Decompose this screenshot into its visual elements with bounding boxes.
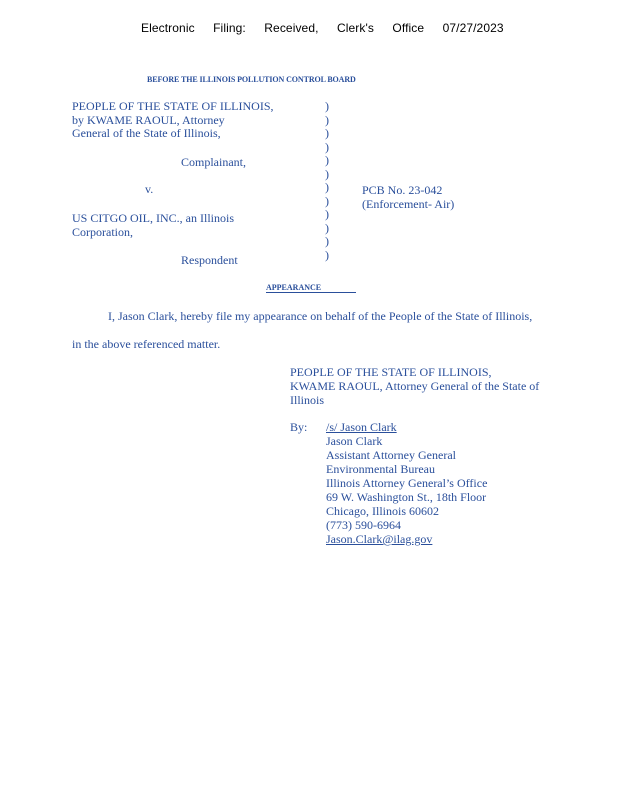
- party-line: PEOPLE OF THE STATE OF ILLINOIS,: [290, 365, 492, 379]
- plaintiff-block: [72, 100, 274, 141]
- complainant-label: Complainant,: [181, 155, 246, 169]
- plaintiff-line: General of the State of Illinois,: [72, 126, 221, 140]
- paren: ): [325, 112, 329, 127]
- paren: ): [325, 166, 329, 181]
- signature-line: Jason Clark: [326, 434, 383, 448]
- signature-line: (773) 590-6964: [326, 518, 401, 532]
- by-label: By:: [290, 420, 308, 434]
- appearance-title: APPEARANCE: [266, 283, 356, 293]
- case-number: PCB No. 23-042: [362, 183, 443, 197]
- body-line-2: in the above referenced matter.: [72, 337, 221, 351]
- paren: ): [325, 99, 329, 113]
- defendant-line: US CITGO OIL, INC., an Illinois: [72, 211, 234, 225]
- defendant-line: Corporation,: [72, 224, 133, 239]
- respondent-label: Respondent: [181, 253, 238, 267]
- board-title: BEFORE THE ILLINOIS POLLUTION CONTROL BOARD: [147, 75, 356, 84]
- paren: ): [325, 180, 329, 194]
- signature-line: Chicago, Illinois 60602: [326, 504, 439, 518]
- party-line: KWAME RAOUL, Attorney General of the State of: [290, 379, 540, 393]
- caption-parens: [325, 100, 329, 262]
- paren: ): [325, 220, 329, 235]
- party-line: Illinois: [290, 393, 325, 407]
- signature-line: Assistant Attorney General: [326, 448, 456, 462]
- header-part: Filing:: [213, 21, 246, 35]
- signature-party: [290, 365, 539, 407]
- plaintiff-line: PEOPLE OF THE STATE OF ILLINOIS,: [72, 99, 274, 113]
- signature-line: Illinois Attorney General’s Office: [326, 476, 488, 490]
- defendant-block: [72, 212, 234, 239]
- header-part: Electronic: [141, 21, 195, 35]
- signature-line: Environmental Bureau: [326, 462, 435, 476]
- paren: ): [325, 207, 329, 221]
- paren: ): [325, 139, 329, 154]
- paren: ): [325, 126, 329, 140]
- header-date: 07/27/2023: [442, 21, 504, 35]
- header-part: Received,: [264, 21, 319, 35]
- electronic-signature: /s/ Jason Clark: [326, 420, 397, 434]
- paren: ): [325, 193, 329, 208]
- signature-block: [326, 420, 487, 546]
- signature-line: 69 W. Washington St., 18th Floor: [326, 490, 487, 504]
- paren: ): [325, 153, 329, 167]
- email-link[interactable]: Jason.Clark@ilag.gov: [326, 532, 433, 546]
- case-type: (Enforcement- Air): [362, 197, 455, 211]
- paren: ): [325, 247, 329, 262]
- header-part: Office: [392, 21, 425, 35]
- versus-label: v.: [145, 182, 154, 196]
- plaintiff-line: by KWAME RAOUL, Attorney: [72, 112, 225, 127]
- body-line-1: I, Jason Clark, hereby file my appearance on behalf of the People of the State of Illinois,: [108, 309, 533, 323]
- filing-header: [141, 21, 504, 35]
- header-part: Clerk's: [336, 21, 374, 35]
- paren: ): [325, 234, 329, 248]
